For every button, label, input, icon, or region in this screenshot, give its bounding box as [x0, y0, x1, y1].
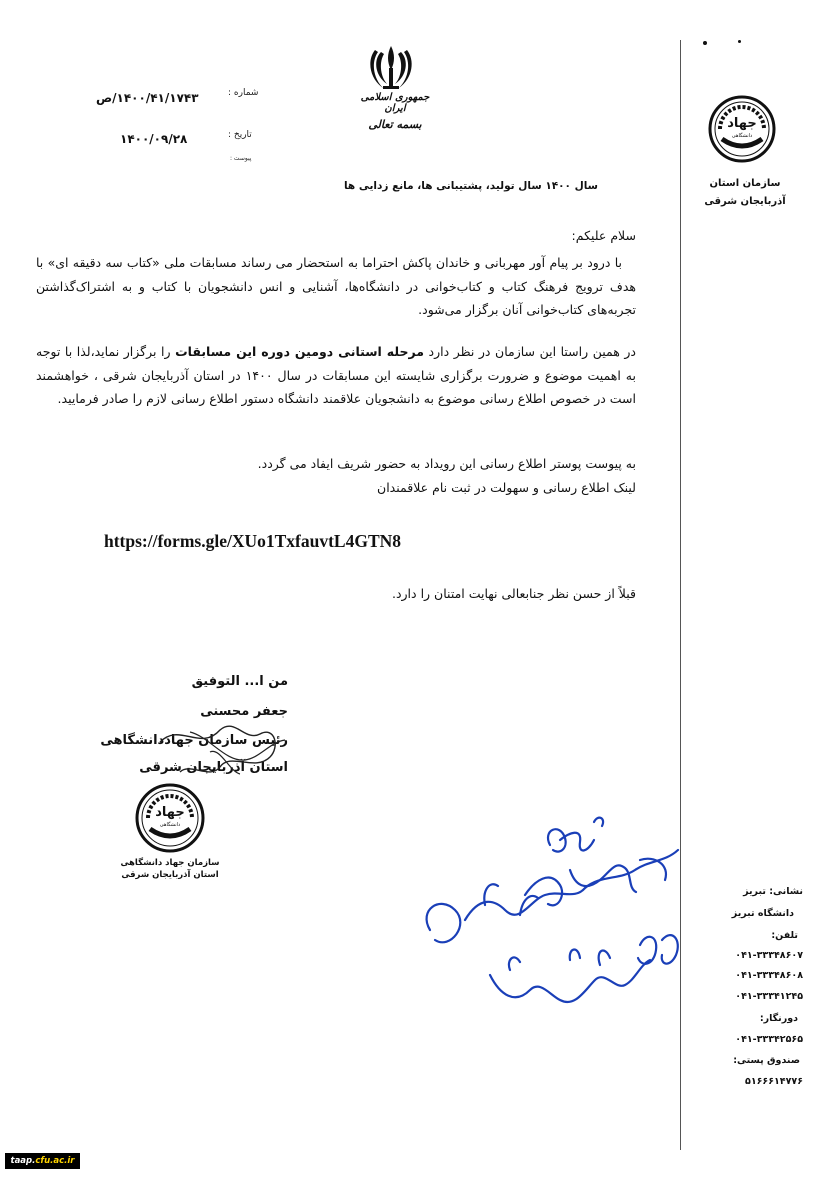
address-label: نشانی: تبریز — [743, 886, 803, 897]
paragraph-2-bold: مرحله استانی دومین دوره این مسابقات — [175, 344, 424, 359]
closing-line: قبلاً از حسن نظر جنابعالی نهایت امتنان را دارد. — [391, 586, 636, 601]
phone-label: تلفن: — [771, 930, 798, 941]
jahad-logo-icon — [708, 95, 776, 163]
year-slogan: سال ۱۴۰۰ سال تولید، پشتیبانی ها، مانع زدایی ها — [343, 180, 598, 192]
site-badge-domain: cfu.ac.ir — [35, 1156, 75, 1166]
iran-text: جمهوری اسلامی ایران — [360, 92, 430, 114]
registration-link[interactable]: https://forms.gle/XUo1TxfauvtL4GTN8 — [104, 531, 402, 551]
phone-1: ۰۴۱-۳۳۳۴۸۶۰۷ — [735, 950, 803, 961]
greeting: سلام علیکم: — [571, 228, 636, 243]
org-name-line1: سازمان استان — [709, 178, 781, 189]
logo-text: جهاد — [727, 116, 757, 131]
stamp-logo-icon — [135, 783, 205, 853]
fax-value: ۰۴۱-۳۳۳۴۲۵۶۵ — [735, 1034, 803, 1045]
signature-line-1: من ا... التوفیق — [191, 674, 288, 689]
pobox-label: صندوق پستی: — [733, 1055, 800, 1066]
pobox-value: ۵۱۶۶۶۱۴۷۷۶ — [745, 1076, 803, 1087]
date-label: تاریخ : — [228, 130, 252, 140]
top-mark-dot — [703, 41, 707, 45]
paragraph-3: به پیوست پوستر اطلاع رسانی این رویداد به حضور شریف ایفاد می گردد. — [257, 456, 636, 471]
paragraph-1: با درود بر پیام آور مهربانی و خاندان پاکش احتراما به استحضار می رساند مسابقات ملی «کتاب سه دقیقه ای» با هدف ترویج فرهنگ کتاب و کتاب‌خوانی در دانشگاه‌ها، آشنایی و انس دانشجویان با کتاب و به اشتراک‌گذاشتن تجربه‌های کتاب‌خوانی آنان برگزار می‌شود. — [36, 255, 636, 317]
phone-3: ۰۴۱-۳۳۳۴۱۲۴۵ — [735, 991, 803, 1002]
fax-label: دورنگار: — [759, 1013, 798, 1024]
date-value: ۱۴۰۰/۰۹/۲۸ — [120, 132, 188, 146]
bismillah: بسمه تعالی — [368, 118, 422, 131]
paragraph-2-end: را برگزار نماید،لذا با توجه به اهمیت موضوع و ضرورت برگزاری شایسته این مسابقات در سال ۱۴۰۰ در استان آذربایجان شرقی ، خواهشمند است در خصوص اطلاع رسانی موضوع به دانشجویان علاقمند دانشگاه دستور اطلاع رسانی لازم را صادر فرمایید. — [36, 344, 636, 406]
number-value: ۱۴۰۰/۴۱/۱۷۴۳/ص — [96, 91, 199, 105]
stamp-logo-subtext: دانشگاهی — [159, 822, 181, 828]
paragraph-4: لینک اطلاع رسانی و سهولت در ثبت نام علاقمندان — [377, 480, 636, 495]
stamp-line1: سازمان جهاد دانشگاهی — [120, 858, 220, 868]
number-label: شماره : — [228, 88, 259, 98]
logo-subtext: دانشگاهی — [731, 133, 753, 139]
signer-title: رئیس سازمان جهاددانشگاهی — [100, 733, 288, 748]
site-badge[interactable] — [5, 1153, 80, 1169]
org-name-line2: آذربایجان شرقی — [704, 196, 786, 207]
paragraph-2-start: در همین راستا این سازمان در نظر دارد — [428, 344, 636, 359]
signer-name: جعفر محسنی — [200, 704, 288, 719]
stamp-logo-text: جهاد — [155, 805, 185, 820]
org-name — [690, 175, 800, 211]
stamp-text — [110, 857, 230, 881]
address-value: دانشگاه تبریز — [731, 908, 794, 919]
iran-emblem-icon — [367, 42, 415, 92]
site-badge-prefix: taap. — [10, 1156, 36, 1166]
attachment-label: پیوست : — [230, 155, 252, 162]
paragraph-2 — [36, 340, 636, 411]
phone-2: ۰۴۱-۳۳۳۴۸۶۰۸ — [735, 970, 803, 981]
top-mark-dot-small — [738, 40, 741, 43]
signer-province: استان آذربایجان شرقی — [139, 760, 288, 775]
signature-scribble — [150, 712, 290, 782]
stamp-line2: استان آذربایجان شرقی — [121, 870, 219, 880]
handwritten-annotation — [410, 800, 690, 1030]
